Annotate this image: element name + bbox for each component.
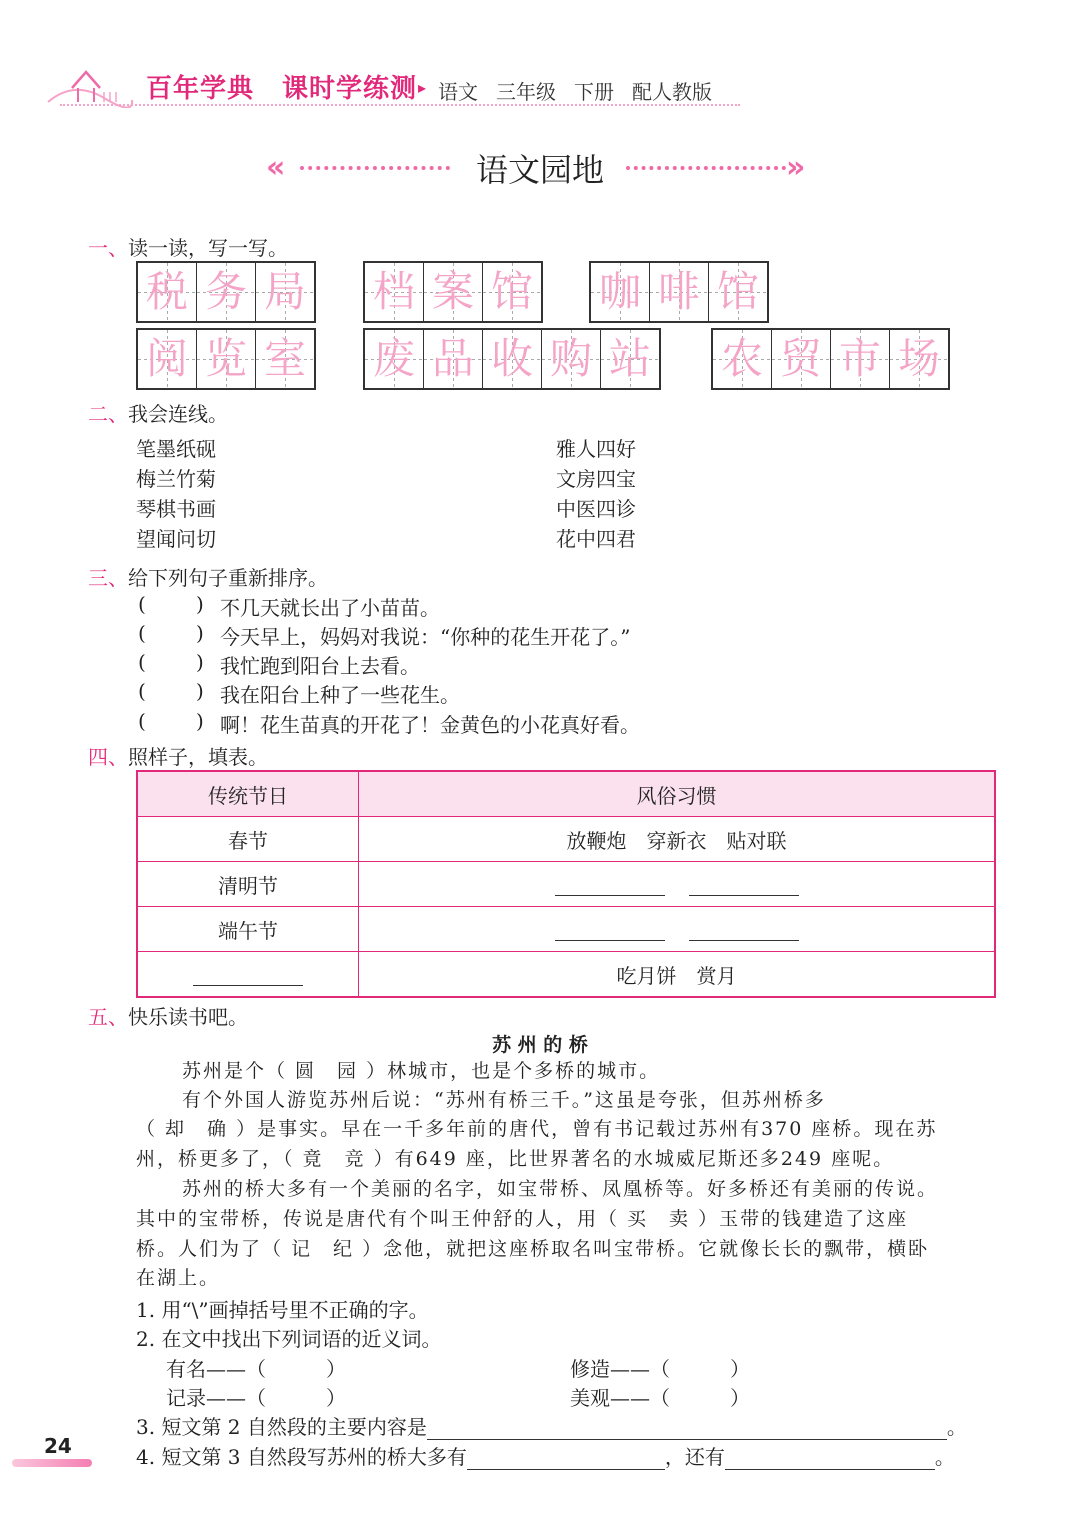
header-arrow-icon: ▸	[418, 78, 427, 97]
order-paren[interactable]: (	[138, 621, 146, 645]
answer-blank[interactable]	[689, 918, 799, 941]
table-row	[138, 951, 994, 996]
section-3-heading: 三、给下列句子重新排序。	[88, 566, 328, 590]
match-left-item[interactable]: 琴棋书画	[136, 497, 216, 521]
festival-blank-cell[interactable]	[138, 952, 359, 996]
header-dotted-line	[60, 104, 740, 106]
writing-grid-4[interactable]	[136, 328, 316, 390]
match-right-item[interactable]: 雅人四好	[556, 437, 636, 461]
question-4: 4. 短文第 3 自然段写苏州的桥大多有 ，还有 。	[136, 1445, 955, 1469]
synonym-item[interactable]: 修造——（ ）	[570, 1357, 750, 1381]
writing-grid-6[interactable]	[711, 328, 950, 390]
grid-char: 案	[424, 263, 483, 321]
table-row	[138, 816, 994, 861]
book-meta	[438, 76, 730, 105]
custom-cell: 吃月饼 赏月	[616, 963, 737, 988]
section-4-heading: 四、照样子，填表。	[88, 745, 268, 769]
passage-line: 州，桥更多了，（ 竟 竞 ）有649 座，比世界著名的水城威尼斯还多249 座呢。	[136, 1148, 895, 1170]
order-paren[interactable]: (	[138, 679, 146, 703]
order-paren[interactable]: (	[138, 650, 146, 674]
grid-char: 税	[138, 263, 197, 321]
match-left-item[interactable]: 望闻问切	[136, 527, 216, 551]
title-left-chevron-icon: «	[266, 150, 276, 185]
grid-char: 馆	[709, 263, 767, 321]
col-header-custom: 风俗习惯	[636, 783, 717, 808]
order-paren[interactable]: (	[138, 709, 146, 733]
page-number: 24	[44, 1434, 72, 1458]
match-right-item[interactable]: 花中四君	[556, 527, 636, 551]
grid-char: 档	[365, 263, 424, 321]
title-right-chevron-icon: »	[786, 150, 796, 185]
grid-char: 阅	[138, 330, 197, 388]
synonym-item[interactable]: 有名——（ ）	[166, 1357, 346, 1381]
answer-blank[interactable]	[555, 918, 665, 941]
grid-char: 览	[197, 330, 256, 388]
order-sentence: 我忙跑到阳台上去看。	[220, 654, 420, 678]
match-right-item[interactable]: 文房四宝	[556, 467, 636, 491]
order-paren[interactable]: )	[196, 592, 204, 616]
grid-char: 咖	[591, 263, 650, 321]
festival-cell: 端午节	[138, 907, 359, 951]
grid-char: 局	[256, 263, 314, 321]
passage-line: 在湖上。	[136, 1267, 221, 1289]
brand-title-2: 课时学练测	[282, 74, 418, 104]
order-paren[interactable]: )	[196, 709, 204, 733]
answer-line[interactable]	[427, 1419, 947, 1440]
title-right-dots	[626, 166, 786, 170]
custom-cell: 放鞭炮 穿新衣 贴对联	[566, 828, 787, 853]
answer-blank[interactable]	[193, 963, 303, 986]
col-header-festival: 传统节日	[138, 772, 359, 816]
custom-blank-cell[interactable]	[359, 862, 994, 906]
section-2-heading: 二、我会连线。	[88, 402, 228, 426]
section-1-heading: 一、读一读，写一写。	[88, 236, 288, 260]
festival-table	[136, 770, 996, 998]
order-paren[interactable]: )	[196, 650, 204, 674]
match-left-item[interactable]: 笔墨纸砚	[136, 437, 216, 461]
match-right-item[interactable]: 中医四诊	[556, 497, 636, 521]
festival-cell: 春节	[138, 817, 359, 861]
passage-line: （ 却 确 ）是事实。早在一千多年前的唐代，曾有书记载过苏州有370 座桥。现在苏	[136, 1118, 938, 1140]
grid-char: 农	[713, 330, 772, 388]
title-left-dots	[300, 166, 450, 170]
edition: 配人教版	[632, 80, 712, 104]
passage-line: 苏州的桥大多有一个美丽的名字，如宝带桥、凤凰桥等。好多桥还有美丽的传说。	[182, 1178, 939, 1200]
synonym-item[interactable]: 记录——（ ）	[166, 1386, 346, 1410]
writing-grid-1[interactable]	[136, 261, 316, 323]
order-sentence: 啊！花生苗真的开花了！金黄色的小花真好看。	[220, 713, 640, 737]
grid-char: 购	[542, 330, 601, 388]
festival-cell: 清明节	[138, 862, 359, 906]
writing-grid-3[interactable]	[589, 261, 769, 323]
table-row	[138, 906, 994, 951]
answer-blank[interactable]	[689, 873, 799, 896]
section-5-heading: 五、快乐读书吧。	[88, 1005, 248, 1029]
order-paren[interactable]: )	[196, 679, 204, 703]
passage-title: 苏 州 的 桥	[492, 1034, 588, 1056]
volume: 下册	[574, 80, 614, 104]
writing-grid-5[interactable]	[363, 328, 661, 390]
answer-line[interactable]	[467, 1449, 665, 1470]
question-2: 2. 在文中找出下列词语的近义词。	[136, 1327, 442, 1351]
header-house-decoration	[44, 62, 134, 108]
grid-char: 室	[256, 330, 314, 388]
grade: 三年级	[496, 80, 556, 104]
grid-char: 场	[890, 330, 948, 388]
brand-title-1: 百年学典	[146, 74, 255, 104]
custom-blank-cell[interactable]	[359, 907, 994, 951]
answer-blank[interactable]	[555, 873, 665, 896]
writing-grid-2[interactable]	[363, 261, 543, 323]
passage-line: 有个外国人游览苏州后说：“苏州有桥三千。”这虽是夸张，但苏州桥多	[182, 1089, 826, 1111]
grid-char: 品	[424, 330, 483, 388]
grid-char: 务	[197, 263, 256, 321]
grid-char: 收	[483, 330, 542, 388]
answer-line[interactable]	[725, 1449, 935, 1470]
order-sentence: 今天早上，妈妈对我说：“你种的花生开花了。”	[220, 625, 631, 649]
grid-char: 站	[601, 330, 659, 388]
grid-char: 啡	[650, 263, 709, 321]
grid-char: 馆	[483, 263, 541, 321]
order-paren[interactable]: (	[138, 592, 146, 616]
passage-line: 其中的宝带桥，传说是唐代有个叫王仲舒的人，用（ 买 卖 ）玉带的钱建造了这座	[136, 1208, 909, 1230]
match-left-item[interactable]: 梅兰竹菊	[136, 467, 216, 491]
order-sentence: 不几天就长出了小苗苗。	[220, 596, 440, 620]
passage-line: 桥。人们为了（ 记 纪 ）念他，就把这座桥取名叫宝带桥。它就像长长的飘带，横卧	[136, 1238, 930, 1260]
question-1: 1. 用“\”画掉括号里不正确的字。	[136, 1298, 429, 1322]
table-header-row	[138, 772, 994, 816]
order-sentence: 我在阳台上种了一些花生。	[220, 683, 460, 707]
subject: 语文	[438, 80, 478, 104]
synonym-item[interactable]: 美观——（ ）	[570, 1386, 750, 1410]
grid-char: 废	[365, 330, 424, 388]
passage-line: 苏州是个（ 圆 园 ）林城市，也是个多桥的城市。	[182, 1060, 661, 1082]
question-3: 3. 短文第 2 自然段的主要内容是 。	[136, 1415, 967, 1439]
grid-char: 市	[831, 330, 890, 388]
footer-bar	[12, 1459, 92, 1467]
order-paren[interactable]: )	[196, 621, 204, 645]
grid-char: 贸	[772, 330, 831, 388]
page-title: 语文园地	[475, 151, 604, 189]
table-row	[138, 861, 994, 906]
